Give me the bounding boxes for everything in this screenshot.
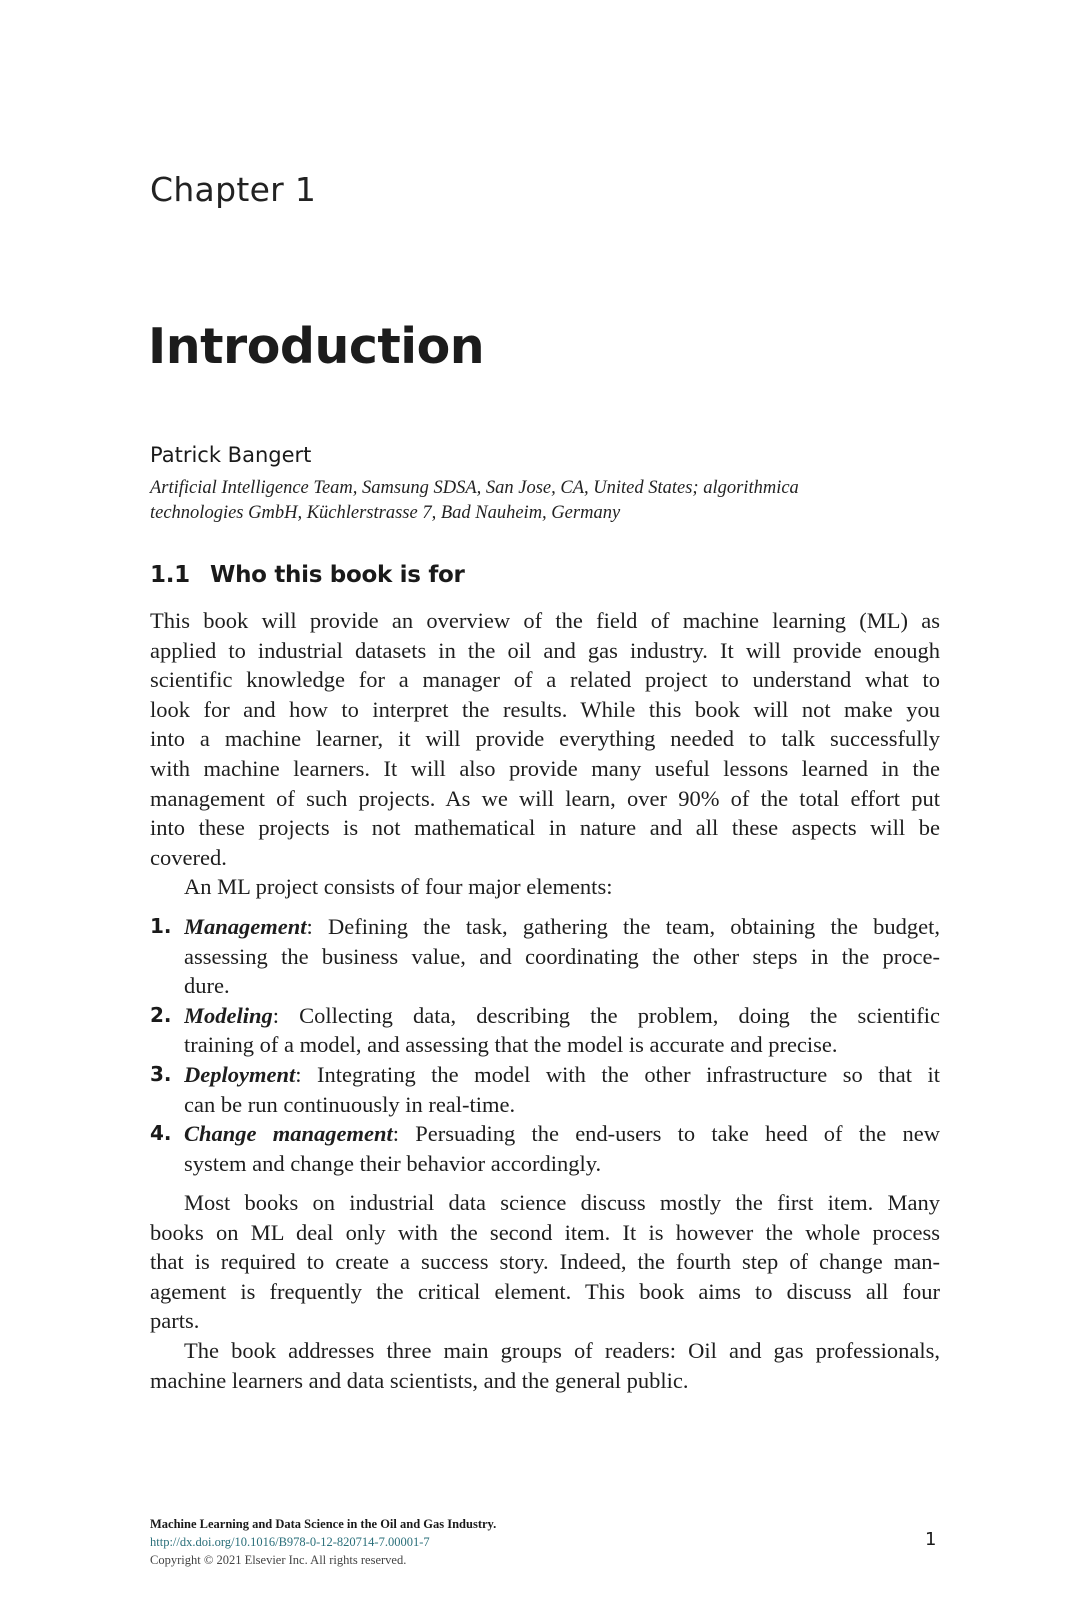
chapter-label: Chapter 1 xyxy=(150,170,317,209)
doi-link[interactable]: http://dx.doi.org/10.1016/B978-0-12-820714-7.00001-7 xyxy=(150,1535,430,1549)
list-number: 4. xyxy=(150,1121,172,1146)
text-line: books on ML deal only with the second item. It is however the whole process xyxy=(150,1219,940,1245)
section-title: Who this book is for xyxy=(210,562,465,588)
text-line: with machine learners. It will also provide many useful lessons learned in the xyxy=(150,755,940,781)
chapter-title: Introduction xyxy=(148,318,485,375)
paragraph-whole-process xyxy=(150,1188,940,1395)
text-line: that is required to create a success story. Indeed, the fourth step of change man- xyxy=(150,1249,940,1275)
author-affiliation xyxy=(150,476,950,526)
text-line: Most books on industrial data science discuss mostly the first item. Many xyxy=(184,1190,940,1215)
text-line: parts. xyxy=(150,1308,200,1334)
text-line: into these projects is not mathematical in nature and all these aspects will be xyxy=(150,815,940,841)
list-number: 3. xyxy=(150,1061,172,1086)
list-item-management xyxy=(150,912,940,1001)
list-term: Management xyxy=(184,914,307,939)
text-line: This book will provide an overview of the field of machine learning (ML) as xyxy=(150,608,940,633)
text-line: can be run continuously in real-time. xyxy=(184,1091,516,1117)
page-footer xyxy=(150,1515,496,1569)
text-line: Deployment: Integrating the model with the other infrastructure so that it xyxy=(184,1061,940,1087)
text-line: Change management: Persuading the end-users to take heed of the new xyxy=(184,1121,940,1147)
text-line: dure. xyxy=(184,973,230,999)
section-heading xyxy=(150,562,465,588)
list-item-deployment xyxy=(150,1060,940,1119)
text-line: The book addresses three main groups of readers: Oil and gas professionals, xyxy=(184,1337,940,1363)
list-term: Change management xyxy=(184,1121,393,1147)
list-number: 1. xyxy=(150,914,172,938)
text-line: covered. xyxy=(150,844,227,870)
text-line: machine learners and data scientists, and the general public. xyxy=(150,1367,689,1393)
list-number: 2. xyxy=(150,1002,172,1027)
copyright-notice: Copyright © 2021 Elsevier Inc. All rights reserved. xyxy=(150,1553,407,1567)
list-term: Deployment xyxy=(184,1061,296,1087)
list-term: Modeling xyxy=(184,1002,273,1028)
elements-list xyxy=(150,912,940,1178)
list-item-modeling xyxy=(150,1001,940,1060)
text-line: training of a model, and assessing that the model is accurate and precise. xyxy=(184,1032,838,1058)
text-line: applied to industrial datasets in the oil and gas industry. It will provide enough xyxy=(150,637,940,663)
text-line: into a machine learner, it will provide everything needed to talk successfully xyxy=(150,726,940,752)
text-line: Management: Defining the task, gathering the team, obtaining the budget, xyxy=(184,914,940,939)
text-line: management of such projects. As we will learn, over 90% of the total effort put xyxy=(150,785,940,811)
page-number: 1 xyxy=(925,1529,937,1550)
text-line: assessing the business value, and coordinating the other steps in the proce- xyxy=(184,943,940,969)
affiliation-line: technologies GmbH, Küchlerstrasse 7, Bad Nauheim, Germany xyxy=(150,503,621,523)
section-number: 1.1 xyxy=(150,562,190,588)
text-line: system and change their behavior accordingly. xyxy=(184,1150,602,1176)
paragraph-overview xyxy=(150,606,940,902)
list-item-change-management xyxy=(150,1119,940,1178)
footer-book-title: Machine Learning and Data Science in the Oil and Gas Industry. xyxy=(150,1517,497,1531)
author-name: Patrick Bangert xyxy=(150,443,312,467)
text-line: scientific knowledge for a manager of a related project to understand what to xyxy=(150,667,940,693)
text-line: An ML project consists of four major elements: xyxy=(184,874,613,900)
affiliation-line: Artificial Intelligence Team, Samsung SDSA, San Jose, CA, United States; algorithmica xyxy=(150,478,799,498)
text-line: agement is frequently the critical element. This book aims to discuss all four xyxy=(150,1278,940,1304)
text-line: Modeling: Collecting data, describing the problem, doing the scientific xyxy=(184,1002,940,1028)
text-line: look for and how to interpret the results. While this book will not make you xyxy=(150,696,940,722)
